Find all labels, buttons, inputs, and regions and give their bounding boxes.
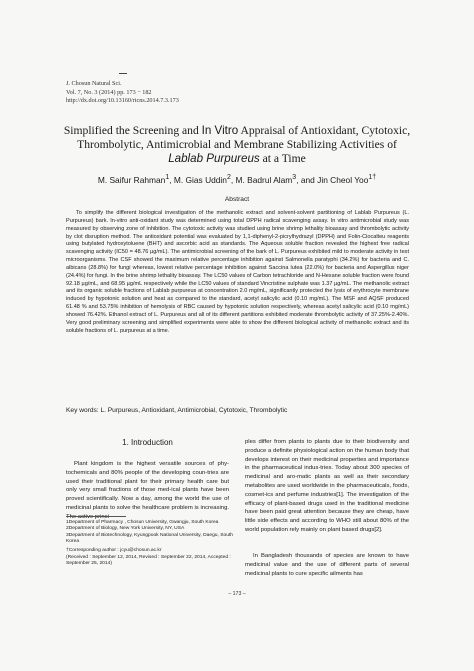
footnote-dates: (Received : September 12, 2014, Revised : September 22, 2014, Accepted : September 25, 2014) (66, 555, 231, 566)
paper-title (40, 124, 434, 167)
journal-name: J. Chosun Natural Sci. (66, 80, 122, 87)
author-list (30, 174, 444, 185)
abstract-heading: Abstract (224, 196, 250, 203)
author-affil: 2 (226, 174, 231, 181)
author-name: , and Jin Cheol Yoo (296, 174, 369, 185)
footnote-corresponding: †Corresponding author : jcyu@chosun.ac.kr (66, 548, 162, 553)
author-affil: 3 (292, 174, 297, 181)
title-part: Simplified the Screening and (63, 124, 202, 137)
author-affil: 1 (165, 174, 170, 181)
section-heading: 1. Introduction (122, 438, 173, 447)
author-name: , M. Badrul Alam (230, 174, 293, 185)
journal-header (66, 80, 179, 106)
title-part: at a Time (259, 152, 306, 166)
author-affil: 1† (368, 174, 377, 181)
title-part: Appraisal of Antioxidant, Cytotoxic, (238, 124, 411, 137)
footnote-rule (66, 516, 126, 517)
footnote-affiliation: 1Department of Pharmacy , Chosun University, Gwangju, South Korea 2Department of Biology, New York University, NY, USA (66, 520, 219, 531)
intro-right-column: ples differ from plants to plants due to their biodiversity and produce a definite physiological action on the human body that develops interest on their medicinal properties and importance in the pharmaceutical indus-tries. Today about 300 species of medicinal and aro-matic plants as well as their secondary metabolites are used worldwide in the pharmaceuticals, foods, cosmet-ics and perfume industries[1]. The investigation of the efficacy of plant-based drugs used in the traditional medicine have been paid great attention because they are cheap, have little side effects and according to WHO still about 80% of the world population rely mainly on plant based drugs[2]. (245, 439, 409, 533)
author-name: , M. Gias Uddin (169, 174, 227, 185)
keywords-label: Key words: (66, 407, 101, 414)
intro-left-column: Plant kingdom is the highest versatile sources of phy-tochemicals and 80% people of the developing coun-tries are used their traditional plant for their primary health care but only very small fractions of those med-ical plants have been proved scientifically. Now a day, among the world the use of medicinal plants to solve the healthcare problem is increasing. The active princi- (66, 461, 229, 520)
title-part: Thrombolytic, Antimicrobial and Membrane Stabilizing Activities of (77, 138, 397, 152)
keywords (66, 407, 409, 414)
footnote-affiliation: 3Department of Biotechnology, Kyungpook National University, Daegu, South Korea (66, 533, 234, 544)
journal-volume: Vol. 7, No. 3 (2014) pp. 173 − 182 (66, 88, 152, 96)
keywords-text: L. Purpureus, Antioxidant, Antimicrobial, Cytotoxic, Thrombolytic (100, 407, 288, 414)
title-species: Lablab Purpureus (168, 152, 260, 166)
title-part: In Vitro (201, 124, 239, 137)
journal-doi[interactable]: http://dx.doi.org/10.13160/ricns.2014.7.3.173 (66, 97, 179, 105)
page-number: – 173 – (228, 591, 246, 597)
abstract-text: To simplify the different biological investigation of the methanolic extract and solvent-solvent partitioning of Lablab Purpureus (L. Purpureus) bark. In-vitro anti-oxidant study was determined using total DPPH radical scavenging assay. In vitro antimicrobial study was measured by observing zone of inhibition. The cytotoxic activity was studied using brine shrimp lethality bioassay and thrombolytic activity by clot disruption method. The antioxidant potential was evaluated by 1,1-diphenyl-2-picrylhydrazyl (DPPH) and Folin-Ciocalteu reagents using butylated hydroxytoluene (BHT) and ascorbic acid as standards. The Aqueous soluble fraction revealed the highest free radical scavenging activity (IC50 = 48.76 µg/mL). The antimicrobial screening of the bark of L. Purpureus exhibited mild to moderate activity in test microorganisms. The CSF showed the maximum relative percentage inhibition against Salmonella paratyphi (34.2%) for bacteria and C. albicans (28.8%) for fungi whereas, lowest relative percentage inhibition against Saccina lutea (22.0%) for bacteria and Aspergillus niger (24.4%) for fungi. In the brine shrimp lethality bioassay. The LC50 values of Carbon tetrachloride and N-Hexane soluble fraction were found 92.18 µg/mL, and 68.95 µg/mL respectively while the LC50 values of standard Vincristine sulphate was 1.37 µg/mL. The methanolic extract and its organic soluble fractions of Lablab purpureus at concentration 2.0 mg/mL, significantly protected the lysis of erythrocyte membrane induced by hypotonic solution and heat as compared to the standard, acetyl salicylic acid (0.10 mg/mL). The MSF and AQSF produced 61.48 % and 53.75% inhibition of hemolysis of RBC caused by hypotonic solution respectively, whereas acetyl salicylic acid (0.10 mg/mL) showed 76.42%. Ethanol extract of L. Purpureus and all of its different partitions exhibited moderate thrombolytic activity of 37.25%-2.40%. Very good preliminary screening and simplified experiments were able to show the different biological activity of methanolic extract and its soluble fractions of L. purpureus at a time. (66, 210, 409, 334)
intro-right-column-p2: In Bangladesh thousands of species are known to have medicinal value and the use of different parts of several medicinal plants to cure specific ailments has (245, 553, 409, 577)
author-name: M. Saifur Rahman (97, 174, 166, 185)
header-tick (119, 73, 127, 74)
